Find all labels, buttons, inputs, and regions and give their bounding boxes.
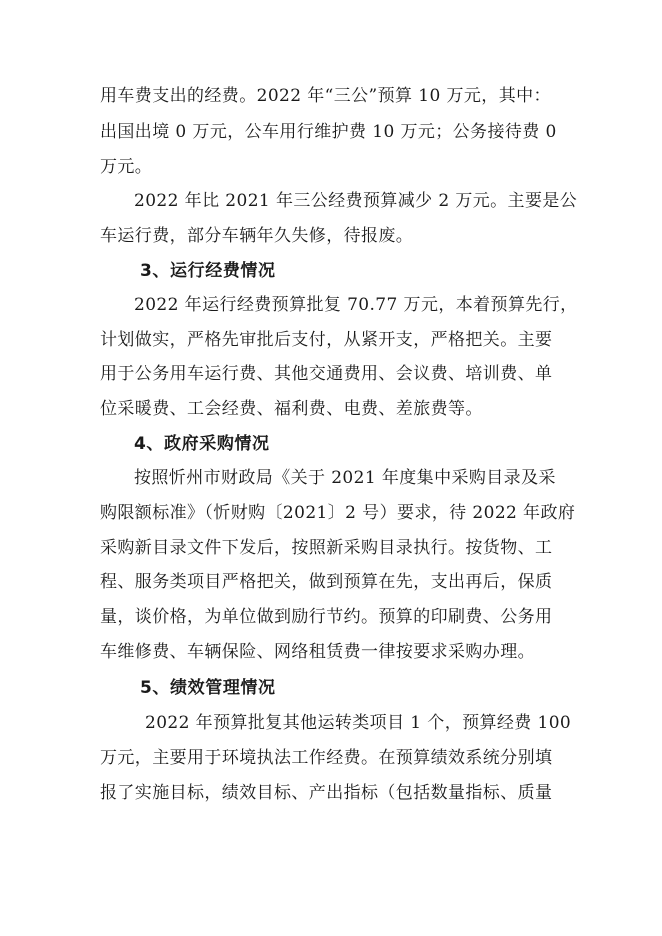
section-heading-performance: 5、绩效管理情况 <box>140 678 276 698</box>
paragraph-line: 2022 年运行经费预算批复 70.77 万元，本着预算先行， <box>134 295 578 315</box>
paragraph-line: 报了实施目标，绩效目标、产出指标（包括数量指标、质量 <box>100 783 553 803</box>
paragraph-line: 万元。 <box>100 157 153 177</box>
paragraph-line: 采购新目录文件下发后，按照新采购目录执行。按货物、工 <box>100 538 553 558</box>
paragraph-line: 出国出境 0 万元，公车用行维护费 10 万元；公务接待费 0 <box>100 122 557 142</box>
paragraph-line: 车维修费、车辆保险、网络租赁费一律按要求采购办理。 <box>100 642 535 662</box>
paragraph-line: 量，谈价格，为单位做到励行节约。预算的印刷费、公务用 <box>100 607 553 627</box>
section-heading-procurement: 4、政府采购情况 <box>134 434 270 454</box>
paragraph-line: 2022 年比 2021 年三公经费预算减少 2 万元。主要是公 <box>134 191 578 211</box>
paragraph-line: 用于公务用车运行费、其他交通费用、会议费、培训费、单 <box>100 364 553 384</box>
section-heading-operating-funds: 3、运行经费情况 <box>140 261 276 281</box>
paragraph-line: 车运行费，部分车辆年久失修，待报废。 <box>100 226 414 246</box>
paragraph-line: 购限额标准》（忻财购〔2021〕2 号）要求，待 2022 年政府 <box>100 503 576 523</box>
paragraph-line: 2022 年预算批复其他运转类项目 1 个，预算经费 100 <box>145 713 572 733</box>
paragraph-line: 计划做实，严格先审批后支付，从紧开支，严格把关。主要 <box>100 330 553 350</box>
paragraph-line: 按照忻州市财政局《关于 2021 年度集中采购目录及采 <box>134 468 556 488</box>
paragraph-line: 万元，主要用于环境执法工作经费。在预算绩效系统分别填 <box>100 748 553 768</box>
paragraph-line: 用车费支出的经费。2022 年“三公”预算 10 万元，其中： <box>100 86 551 106</box>
paragraph-line: 位采暖费、工会经费、福利费、电费、差旅费等。 <box>100 399 483 419</box>
paragraph-line: 程、服务类项目严格把关，做到预算在先，支出再后，保质 <box>100 572 553 592</box>
